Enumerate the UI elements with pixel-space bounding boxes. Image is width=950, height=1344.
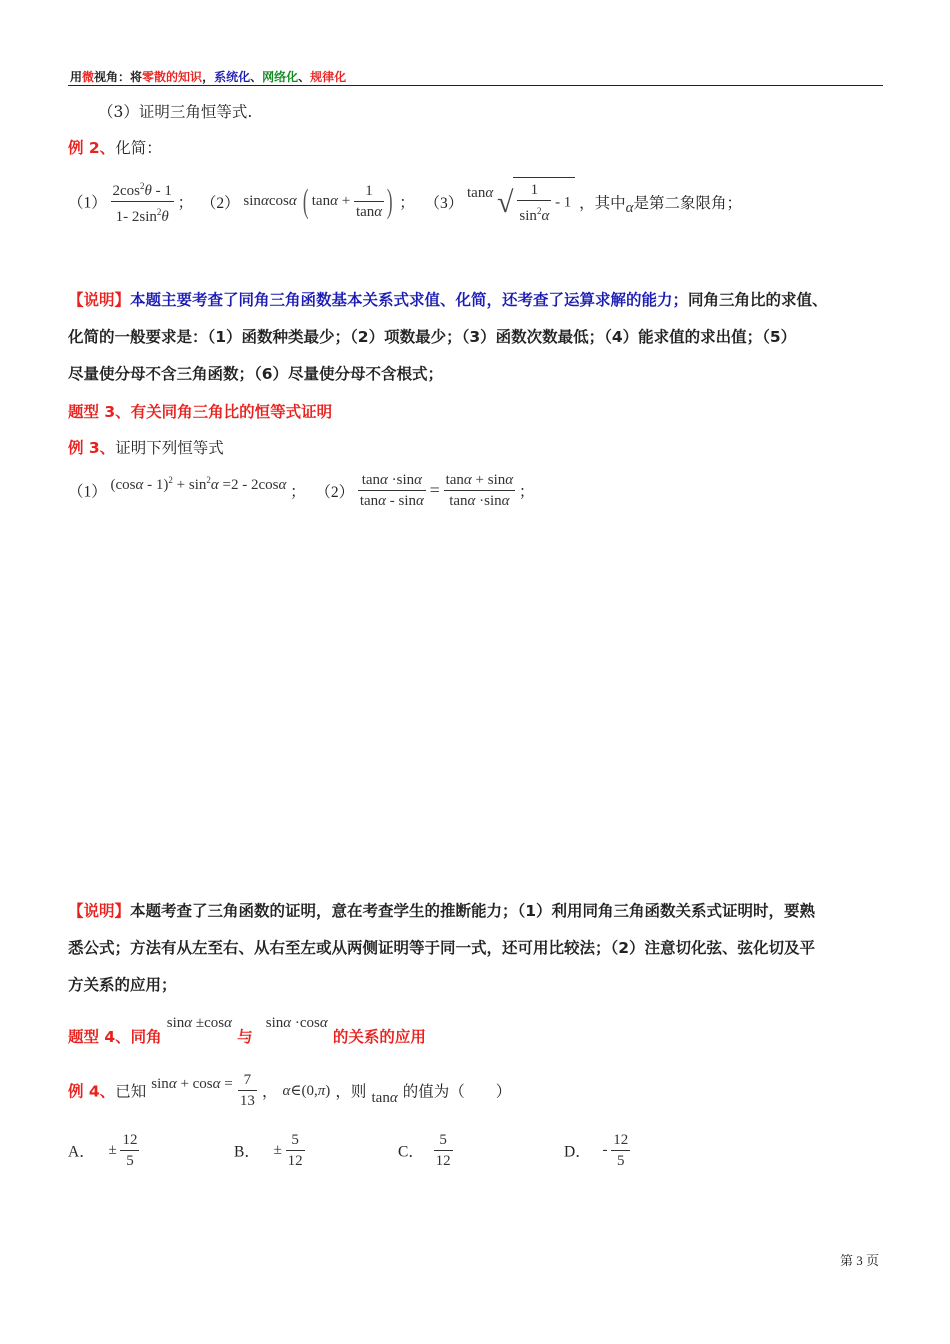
fraction-right bbox=[444, 470, 516, 511]
fraction-numerator: 5 bbox=[434, 1130, 453, 1151]
header-text: 零散的知识 bbox=[142, 70, 203, 84]
option-label: D． bbox=[564, 1143, 591, 1161]
header-text: 、 bbox=[298, 70, 311, 84]
header-text: 系统化 bbox=[214, 70, 251, 84]
fraction-numerator: tanα ·sinα bbox=[358, 470, 426, 491]
heading-text: 的关系的应用 bbox=[332, 1028, 426, 1046]
fraction bbox=[434, 1130, 453, 1171]
example-label: 例 2、 bbox=[68, 139, 116, 157]
note-1 bbox=[68, 282, 828, 393]
header-text: 用 bbox=[70, 70, 83, 84]
fraction-denominator: 13 bbox=[239, 1093, 255, 1109]
example-text: ，则 bbox=[335, 1082, 367, 1101]
heading-text: 题型 4、同角 bbox=[68, 1028, 162, 1046]
option-label: A． bbox=[68, 1143, 95, 1161]
example-3-problems bbox=[68, 470, 534, 511]
note-text: 本题考查了三角函数的证明，意在考查学生的推断能力；（1）利用同角三角函数关系式证明时，要熟 bbox=[130, 902, 816, 920]
radicand: $\frac{1}{\sin^2\alpha}$ - 1 bbox=[513, 177, 575, 226]
note-2 bbox=[68, 893, 815, 1004]
fraction-denominator: $\sin^2\alpha$ bbox=[519, 206, 550, 224]
expression: tanα bbox=[467, 185, 494, 201]
header-text: 规律化 bbox=[310, 70, 347, 84]
example-label: 例 3、 bbox=[68, 439, 116, 457]
problem-label: （3） bbox=[424, 194, 464, 212]
header-text: 网络化 bbox=[262, 70, 299, 84]
fraction-numerator: tanα + sinα bbox=[444, 470, 516, 491]
section-heading-type-3: 题型 3、有关同角三角比的恒等式证明 bbox=[68, 403, 333, 421]
section-heading-type-4 bbox=[68, 1010, 426, 1046]
fraction-numerator: 12 bbox=[120, 1130, 139, 1151]
example-text: 证明下列恒等式 bbox=[115, 439, 224, 457]
fraction-denominator: 5 bbox=[616, 1153, 625, 1169]
fraction-denominator: 12 bbox=[287, 1153, 303, 1169]
fraction bbox=[517, 180, 551, 226]
note-line bbox=[68, 282, 828, 319]
page-number: 第 3 页 bbox=[840, 1253, 880, 1268]
note-line bbox=[68, 893, 815, 930]
square-root bbox=[497, 177, 575, 226]
fraction bbox=[238, 1070, 257, 1111]
example-2-problems bbox=[68, 176, 742, 227]
fraction-numerator: 7 bbox=[238, 1070, 257, 1091]
problem-label: （1） bbox=[68, 194, 107, 212]
fraction-numerator: $2\cos^2\theta - 1$ bbox=[111, 176, 174, 202]
fraction-denominator: tanα bbox=[355, 204, 383, 220]
example-text: 化简： bbox=[115, 139, 162, 157]
note-tag: 【说明】 bbox=[68, 902, 131, 920]
note-line: 尽量使分母不含三角函数；（6）尽量使分母不含根式； bbox=[68, 365, 444, 383]
header-text: ， bbox=[202, 70, 215, 84]
expression: tanα bbox=[371, 1090, 398, 1106]
expression: sinα + cosα = bbox=[151, 1076, 233, 1092]
fraction-numerator: 1 bbox=[517, 180, 551, 201]
option-a[interactable] bbox=[68, 1130, 139, 1171]
option-sign: ± bbox=[273, 1142, 282, 1158]
example-3-heading bbox=[68, 436, 224, 458]
left-paren: ( bbox=[303, 182, 309, 220]
example-4 bbox=[68, 1070, 511, 1111]
fraction bbox=[111, 176, 174, 227]
header-rule bbox=[68, 85, 883, 86]
fraction bbox=[120, 1130, 139, 1171]
separator: ； bbox=[290, 483, 306, 501]
example-label: 例 4、 bbox=[68, 1082, 116, 1101]
problem-label: （2） bbox=[315, 483, 355, 501]
fraction bbox=[286, 1130, 305, 1171]
problem-label: （1） bbox=[68, 483, 107, 501]
header-text: 视角：将 bbox=[94, 70, 143, 84]
fraction-numerator: 1 bbox=[354, 181, 384, 202]
fraction-denominator: tanα ·sinα bbox=[449, 493, 510, 509]
identity-1: $(\cos\alpha - 1)^2 + \sin^2\alpha =2 - 2\cos\alpha$ bbox=[110, 475, 287, 493]
example-text: 的值为（ ） bbox=[402, 1082, 512, 1101]
fraction-denominator: 5 bbox=[126, 1153, 134, 1169]
note-line: 方关系的应用； bbox=[68, 976, 177, 994]
note-highlight: 本题主要考查了同角三角函数基本关系式求值、化简，还考查了运算求解的能力； bbox=[130, 291, 689, 309]
fraction-numerator: 5 bbox=[286, 1130, 305, 1151]
fraction-denominator: tanα - sinα bbox=[359, 493, 424, 509]
note-text: 同角三角比的求值、 bbox=[688, 291, 828, 309]
option-label: C． bbox=[398, 1143, 424, 1161]
domain-expression: α∈(0,π) bbox=[282, 1083, 331, 1099]
option-c[interactable] bbox=[398, 1130, 453, 1171]
fraction bbox=[611, 1130, 630, 1171]
expression: sinα ±cosα bbox=[166, 1015, 233, 1031]
fraction-denominator: 12 bbox=[435, 1153, 451, 1169]
equals-sign: = bbox=[429, 480, 440, 500]
example-2-heading bbox=[68, 136, 162, 158]
fraction-denominator: 1- $2\sin^2\theta$ bbox=[115, 207, 169, 225]
note-line: 悉公式；方法有从左至右、从右至左或从两侧证明等于同一式，还可用比较法；（2）注意切化弦、弦化切及平 bbox=[68, 939, 816, 957]
example-text: 已知 bbox=[115, 1082, 147, 1101]
separator: ， bbox=[261, 1082, 278, 1101]
option-sign: - bbox=[602, 1142, 608, 1158]
expression: sinαcosα bbox=[243, 193, 297, 209]
right-paren: ) bbox=[386, 182, 393, 220]
header-text: 、 bbox=[250, 70, 263, 84]
separator: ； bbox=[399, 194, 415, 212]
fraction-left bbox=[358, 470, 426, 511]
expression: tanα + bbox=[311, 193, 354, 209]
header-text: 微 bbox=[82, 70, 95, 84]
fraction-numerator: 12 bbox=[611, 1130, 630, 1151]
problem-label: （2） bbox=[200, 194, 240, 212]
heading-text: 与 bbox=[237, 1028, 253, 1046]
note-tag: 【说明】 bbox=[68, 291, 131, 309]
fraction bbox=[354, 181, 384, 222]
note-line: 化简的一般要求是：（1）函数种类最少；（2）项数最少；（3）函数次数最低；（4）能求值的求出值；（5） bbox=[68, 328, 797, 346]
separator: ； bbox=[518, 483, 535, 501]
separator: ； bbox=[177, 194, 194, 212]
page-header bbox=[70, 68, 346, 85]
prove-identity-line: （3）证明三角恒等式. bbox=[98, 103, 253, 121]
option-b[interactable] bbox=[234, 1130, 305, 1171]
radical-sign: √ bbox=[496, 186, 514, 219]
option-label: B． bbox=[234, 1143, 260, 1161]
option-sign: ± bbox=[108, 1142, 117, 1158]
expression: sinα ·cosα bbox=[265, 1015, 328, 1031]
option-d[interactable] bbox=[564, 1130, 630, 1171]
condition: ，其中α是第二象限角； bbox=[579, 194, 742, 216]
